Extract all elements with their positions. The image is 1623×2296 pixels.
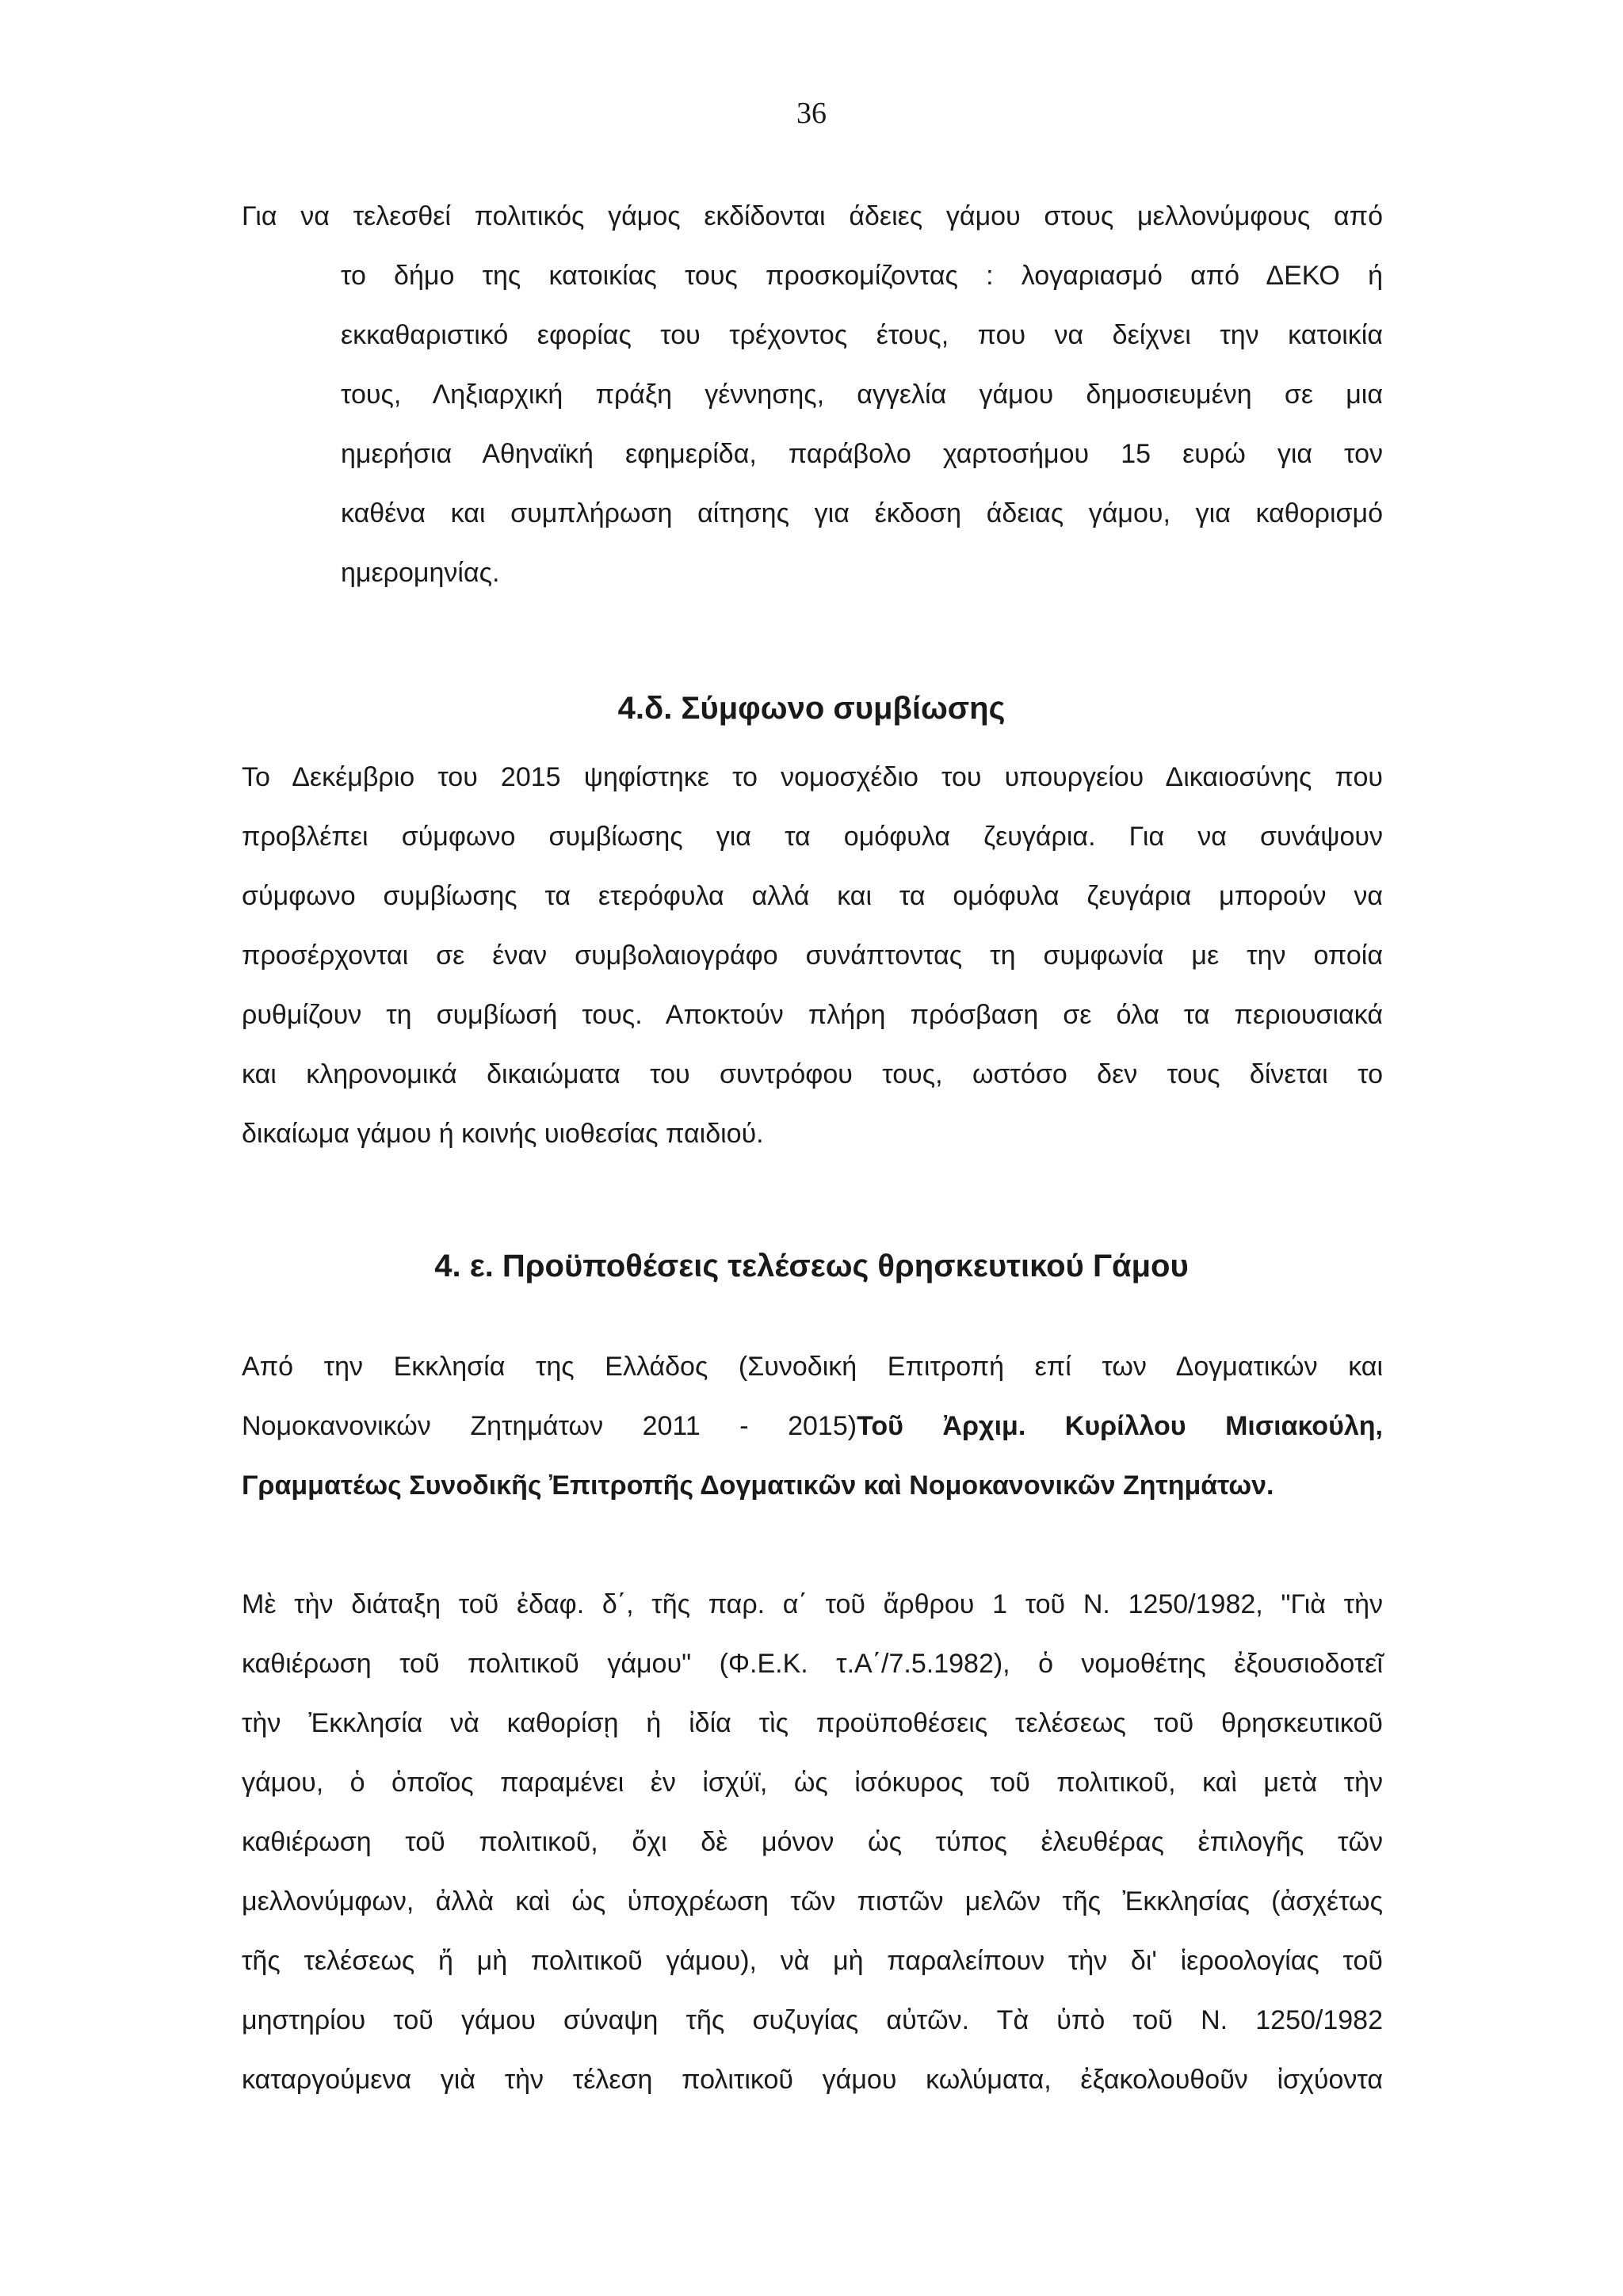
paragraph-4-line-8: μηστηρίου τοῦ γάμου σύναψη τῆς συζυγίας αὐτῶν. Τὰ ὑπὸ τοῦ Ν. 1250/1982 (242, 2005, 1383, 2035)
paragraph-4-line-2: καθιέρωση τοῦ πολιτικοῦ γάμου" (Φ.Ε.Κ. τ.Α΄/7.5.1982), ὁ νομοθέτης ἐξουσιοδοτεῖ (242, 1649, 1383, 1679)
section-heading-4e: 4. ε. Προϋποθέσεις τελέσεως θρησκευτικού Γάμου (434, 1249, 1189, 1283)
author-name: Τοῦ Ἀρχιμ. Κυρίλλου Μισιακούλη, (857, 1411, 1383, 1441)
page-number: 36 (796, 97, 827, 130)
paragraph-4-line-5: καθιέρωση τοῦ πολιτικοῦ, ὄχι δὲ μόνον ὡς τύπος ἐλευθέρας ἐπιλογῆς τῶν (242, 1827, 1383, 1857)
paragraph-4-line-4: γάμου, ὁ ὁποῖος παραμένει ἐν ἰσχύϊ, ὡς ἰσόκυρος τοῦ πολιτικοῦ, καὶ μετὰ τὴν (242, 1768, 1383, 1798)
paragraph-1-line-2: το δήμο της κατοικίας τους προσκομίζοντας : λογαριασμό από ΔΕΚΟ ή (341, 261, 1383, 291)
paragraph-4-line-1: Μὲ τὴν διάταξη τοῦ ἐδαφ. δ΄, τῆς παρ. α΄ τοῦ ἄρθρου 1 τοῦ Ν. 1250/1982, "Γιὰ τὴν (242, 1589, 1383, 1619)
paragraph-2-line-5: ρυθμίζουν τη συμβίωσή τους. Αποκτούν πλήρη πρόσβαση σε όλα τα περιουσιακά (242, 1000, 1383, 1030)
paragraph-2-line-3: σύμφωνο συμβίωσης τα ετερόφυλα αλλά και τα ομόφυλα ζευγάρια μπορούν να (242, 881, 1383, 911)
paragraph-1-line-7: ημερομηνίας. (341, 558, 500, 588)
paragraph-2-line-6: και κληρονομικά δικαιώματα του συντρόφου τους, ωστόσο δεν τους δίνεται το (242, 1059, 1383, 1089)
author-title: Γραμματέως Συνοδικῆς Ἐπιτροπῆς Δογματικῶν καὶ Νομοκανονικῶν Ζητημάτων. (242, 1470, 1274, 1501)
paragraph-2-line-2: προβλέπει σύμφωνο συμβίωσης για τα ομόφυλα ζευγάρια. Για να συνάψουν (242, 822, 1383, 852)
paragraph-2-line-1: Το Δεκέμβριο του 2015 ψηφίστηκε το νομοσχέδιο του υπουργείου Δικαιοσύνης που (242, 762, 1383, 792)
paragraph-4-line-3: τὴν Ἐκκλησία νὰ καθορίσῃ ἡ ἰδία τὶς προϋποθέσεις τελέσεως τοῦ θρησκευτικοῦ (242, 1708, 1383, 1738)
paragraph-3-line-2-text: Νομοκανονικών Ζητημάτων 2011 - 2015) (242, 1411, 857, 1441)
paragraph-1-line-5: ημερήσια Αθηναϊκή εφημερίδα, παράβολο χαρτοσήμου 15 ευρώ για τον (341, 439, 1383, 469)
paragraph-3-line-2 (242, 1406, 1383, 1446)
paragraph-3-line-1: Από την Εκκλησία της Ελλάδος (Συνοδική Επιτροπή επί των Δογματικών και (242, 1352, 1383, 1382)
paragraph-1-line-6: καθένα και συμπλήρωση αίτησης για έκδοση άδειας γάμου, για καθορισμό (341, 498, 1383, 528)
paragraph-2-line-7: δικαίωμα γάμου ή κοινής υιοθεσίας παιδιού. (242, 1119, 764, 1149)
paragraph-4-line-7: τῆς τελέσεως ἤ μὴ πολιτικοῦ γάμου), νὰ μὴ παραλείπουν τὴν δι' ἱεροολογίας τοῦ (242, 1946, 1383, 1976)
paragraph-4-line-6: μελλονύμφων, ἀλλὰ καὶ ὡς ὑποχρέωση τῶν πιστῶν μελῶν τῆς Ἐκκλησίας (ἀσχέτως (242, 1886, 1383, 1917)
paragraph-1-line-1: Για να τελεσθεί πολιτικός γάμος εκδίδονται άδειες γάμου στους μελλονύμφους από (242, 201, 1383, 231)
section-heading-4d: 4.δ. Σύμφωνο συμβίωσης (617, 691, 1006, 726)
paragraph-1-line-3: εκκαθαριστικό εφορίας του τρέχοντος έτους, που να δείχνει την κατοικία (341, 320, 1383, 350)
paragraph-2-line-4: προσέρχονται σε έναν συμβολαιογράφο συνάπτοντας τη συμφωνία με την οποία (242, 940, 1383, 971)
paragraph-1-line-4: τους, Ληξιαρχική πράξη γέννησης, αγγελία γάμου δημοσιευμένη σε μια (341, 379, 1383, 410)
paragraph-4-line-9: καταργούμενα γιὰ τὴν τέλεση πολιτικοῦ γάμου κωλύματα, ἐξακολουθοῦν ἰσχύοντα (242, 2065, 1383, 2095)
